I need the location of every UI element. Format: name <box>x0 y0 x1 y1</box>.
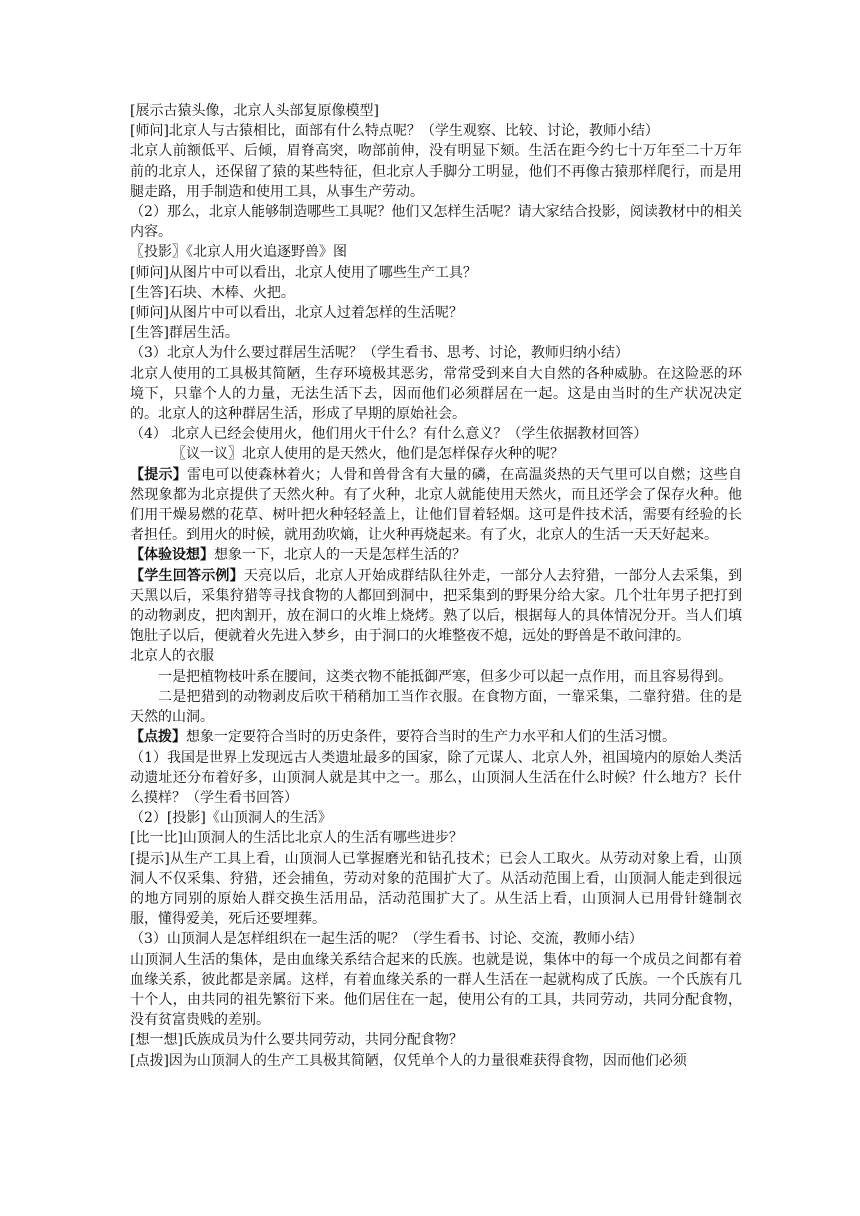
paragraph: [展示古猿头像，北京人头部复原像模型] <box>130 103 379 119</box>
paragraph: [师问]从图片中可以看出，北京人过着怎样的生活呢？ <box>130 305 463 322</box>
paragraph: [生答]石块、木棒、火把。 <box>130 284 295 301</box>
paragraph: [比一比]山顶洞人的生活比北京人的生活有哪些进步？ <box>130 830 463 847</box>
paragraph: [点拨]因为山顶洞人的生产工具极其简陋，仅凭单个人的力量很难获得食物，因而他们必须 <box>130 1052 687 1069</box>
paragraph: （3）山顶洞人是怎样组织在一起生活的呢？（学生看书、讨论、交流，教师小结） <box>130 931 643 948</box>
paragraph: 【提示】雷电可以使森林着火；人骨和兽骨含有大量的磷，在高温炎热的天气里可以自燃；这些自然现象都为北京提供了天然火种。有了火种，北京人就能使用天然火，而且还学会了保存火种。他们用干燥易燃的花草、树叶把火种轻轻盖上，让他们冒着轻烟。这可是件技术活，需要有经验的长者担任。到用火的时候，就用劲吹熵，让火种再烧起来。有了火，北京人的生活一天天好起来。 <box>130 466 742 544</box>
paragraph: （4） 北京人已经会使用火，他们用火干什么？有什么意义？（学生依据教材回答） <box>130 426 648 443</box>
paragraph: 北京人的衣服 <box>130 648 214 665</box>
paragraph: 一是把植物枝叶系在腰间，这类衣物不能抵御严寒，但多少可以起一点作用，而且容易得到。 <box>158 668 732 685</box>
paragraph: 二是把猎到的动物剥皮后吹干稍稍加工当作衣服。在食物方面，一靠采集，二靠狩猎。住的是天然的山洞。 <box>130 688 742 726</box>
paragraph-label: 【点拨】 <box>130 729 186 746</box>
paragraph: 【体验设想】想象一下，北京人的一天是怎样生活的？ <box>130 547 466 564</box>
paragraph: [想一想]氏族成员为什么要共同劳动，共同分配食物？ <box>130 1032 463 1049</box>
paragraph-label: 【学生回答示例】 <box>130 567 244 584</box>
paragraph: [提示]从生产工具上看，山顶洞人已掌握磨光和钻孔技术；已会人工取火。从劳动对象上看，山顶洞人不仅采集、狩猎，还会捕鱼，劳动对象的范围扩大了。从活动范围上看，山顶洞人能走到很远的地方同别的原始人群交换生活用品，活动范围扩大了。从生活上看，山顶洞人已用骨针缝制衣服，懂得爱美，死后还要埋葬。 <box>130 850 742 928</box>
paragraph: （2）那么，北京人能够制造哪些工具呢？他们又怎样生活呢？请大家结合投影，阅读教材中的相关内容。 <box>130 204 742 241</box>
document-body <box>130 101 742 1071</box>
paragraph: 山顶洞人生活的集体，是由血缘关系结合起来的氏族。也就是说，集体中的每一个成员之间都有着血缘关系，彼此都是亲属。这样，有着血缘关系的一群人生活在一起就构成了氏族。一个氏族有几十个人，由共同的祖先繁衍下来。他们居住在一起，使用公有的工具，共同劳动，共同分配食物，没有贫富贵贱的差别。 <box>130 951 742 1029</box>
paragraph: 【学生回答示例】天亮以后，北京人开始成群结队往外走，一部分人去狩猎，一部分人去采集，到天黑以后，采集狩猎等寻找食物的人都回到洞中，把采集到的野果分给大家。几个壮年男子把打到的动物剥皮，把肉割开，放在洞口的火堆上烧烤。熟了以后，根据每人的具体情况分开。当人们填饱肚子以后，便就着火先进入梦乡，由于洞口的火堆整夜不熄，远处的野兽是不敢问津的。 <box>130 567 742 645</box>
paragraph: 北京人使用的工具极其简陋，生存环境极其恶劣，常常受到来自大自然的各种威胁。在这险恶的环境下，只靠个人的力量，无法生活下去，因而他们必须群居在一起。这是由当时的生产状况决定的。北京人的这种群居生活，形成了早期的原始社会。 <box>130 365 742 423</box>
paragraph: 【点拨】想象一定要符合当时的历史条件，要符合当时的生产力水平和人们的生活习惯。 <box>130 729 676 746</box>
paragraph-label: 【体验设想】 <box>130 547 214 564</box>
paragraph: 〖议一议〗北京人使用的是天然火，他们是怎样保存火种的呢？ <box>172 446 564 463</box>
paragraph: （3）北京人为什么要过群居生活呢？（学生看书、思考、讨论，教师归纳小结） <box>130 345 629 362</box>
paragraph: （2）[投影]《山顶洞人的生活》 <box>130 810 332 827</box>
paragraph: [师问]北京人与古猿相比，面部有什么特点呢？（学生观察、比较、讨论，教师小结） <box>130 123 659 140</box>
paragraph-label: 【提示】 <box>130 466 187 483</box>
paragraph: 〖投影〗《北京人用火追逐野兽》图 <box>130 244 347 261</box>
paragraph: [生答]群居生活。 <box>130 325 239 342</box>
paragraph: 北京人前额低平、后倾，眉脊高突，吻部前伸，没有明显下颏。生活在距今约七十万年至二十万年前的北京人，还保留了猿的某些特征，但北京人手脚分工明显，他们不再像古猿那样爬行，而是用腿走路，用手制造和使用工具，从事生产劳动。 <box>130 143 742 200</box>
paragraph: （1）我国是世界上发现远古人类遗址最多的国家，除了元谋人、北京人外，祖国境内的原始人类活动遗址还分布着好多，山顶洞人就是其中之一。那么，山顶洞人生活在什么时候？什么地方？长什么摸样？（学生看书回答） <box>130 749 742 806</box>
paragraph: [师问]从图片中可以看出，北京人使用了哪些生产工具？ <box>130 264 477 281</box>
